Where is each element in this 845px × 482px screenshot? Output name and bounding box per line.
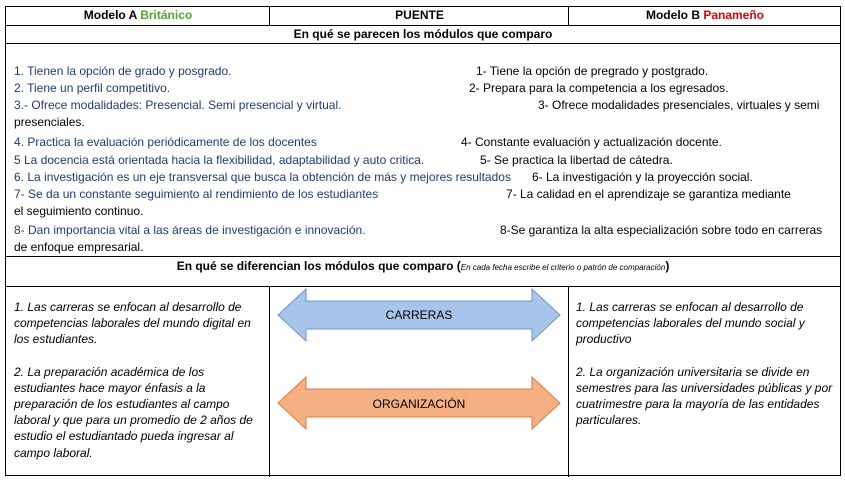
careers-arrow-label: CARRERAS (385, 308, 453, 322)
similarity-right-7: 7- La calidad en el aprendizaje se garantiza mediante (506, 187, 791, 201)
similarity-left-8: 8- Dan importancia vital a las áreas de investigación e innovación. (14, 223, 366, 237)
model-a-differences (14, 299, 264, 477)
organization-arrow-label: ORGANIZACIÓN (372, 397, 466, 411)
similarity-right-2: 2- Prepara para la competencia a los egresados. (469, 81, 729, 95)
differences-divider-1 (269, 286, 270, 477)
model-b-difference-2: 2. La organización universitaria se divide en semestres para las universidades públicas y por cuatrimestre para la mayoría de las entidades particulares. (576, 364, 833, 428)
differences-title-close: ) (665, 259, 670, 273)
model-a-difference-1: 1. Las carreras se enfocan al desarrollo de competencias laborales del mundo digital en los estudiantes. (14, 300, 251, 347)
differences-divider-2 (568, 286, 569, 477)
similarity-left-4: 4. Practica la evaluación periódicamente de los docentes (14, 135, 317, 149)
model-b-difference-1: 1. Las carreras se enfocan al desarrollo de competencias laborales del mundo social y productivo (576, 300, 805, 347)
header-model-a (6, 7, 270, 25)
header-bridge (270, 7, 569, 25)
similarity-left-2: 2. Tiene un perfil competitivo. (14, 81, 171, 95)
header-model-a-country: Británico (140, 8, 193, 22)
header-model-b (569, 7, 841, 25)
differences-title (6, 258, 840, 276)
model-b-differences (576, 299, 834, 444)
comparison-table (5, 6, 841, 476)
header-divider-1 (269, 7, 270, 25)
header-model-a-label: Modelo A (83, 8, 141, 22)
header-divider-2 (568, 7, 569, 25)
similarity-right-4: 4- Constante evaluación y actualización docente. (461, 135, 722, 149)
similarity-right-7-cont: el seguimiento continuo. (14, 204, 144, 218)
similarity-left-6: 6. La investigación es un eje transversal que busca la obtención de más y mejores resultados (14, 170, 511, 184)
similarity-right-8-cont: de enfoque empresarial. (14, 240, 144, 254)
similarity-right-6: 6- La investigación y la proyección social. (532, 170, 753, 184)
similarities-title-rule (6, 43, 840, 44)
similarity-left-1: 1. Tienen la opción de grado y posgrado. (14, 64, 232, 78)
header-model-b-country: Panameño (703, 8, 764, 22)
similarity-right-3-cont: presenciales. (14, 115, 85, 129)
similarity-right-5: 5- Se practica la libertad de cátedra. (480, 153, 673, 167)
header-bridge-label: PUENTE (395, 8, 444, 22)
similarity-left-3: 3.- Ofrece modalidades: Presencial. Semi presencial y virtual. (14, 98, 342, 112)
similarities-title: En qué se parecen los módulos que comparo (293, 27, 553, 41)
differences-top-rule (6, 256, 840, 257)
header-model-b-label: Modelo B (645, 8, 704, 22)
differences-note: En cada fecha escribe el criterio o patrón de comparación (460, 263, 666, 272)
differences-title-text: En qué se diferencian los módulos que comparo ( (176, 259, 461, 273)
similarity-left-7: 7- Se da un constante seguimiento al rendimiento de los estudiantes (14, 187, 379, 201)
model-a-difference-2: 2. La preparación académica de los estudiantes hace mayor énfasis a la preparación de los estudiantes al campo laboral y que para un promedio de 2 años de estudio el estudiantado pueda ingresar al campo laboral. (14, 364, 253, 460)
similarity-right-8: 8-Se garantiza la alta especialización sobre todo en carreras (500, 223, 823, 237)
similarity-left-5: 5 La docencia está orientada hacia la flexibilidad, adaptabilidad y auto critica. (14, 153, 425, 167)
similarity-right-3: 3- Ofrece modalidades presenciales, virtuales y semi (538, 98, 820, 112)
similarity-right-1: 1- Tiene la opción de pregrado y postgrado. (476, 64, 709, 78)
